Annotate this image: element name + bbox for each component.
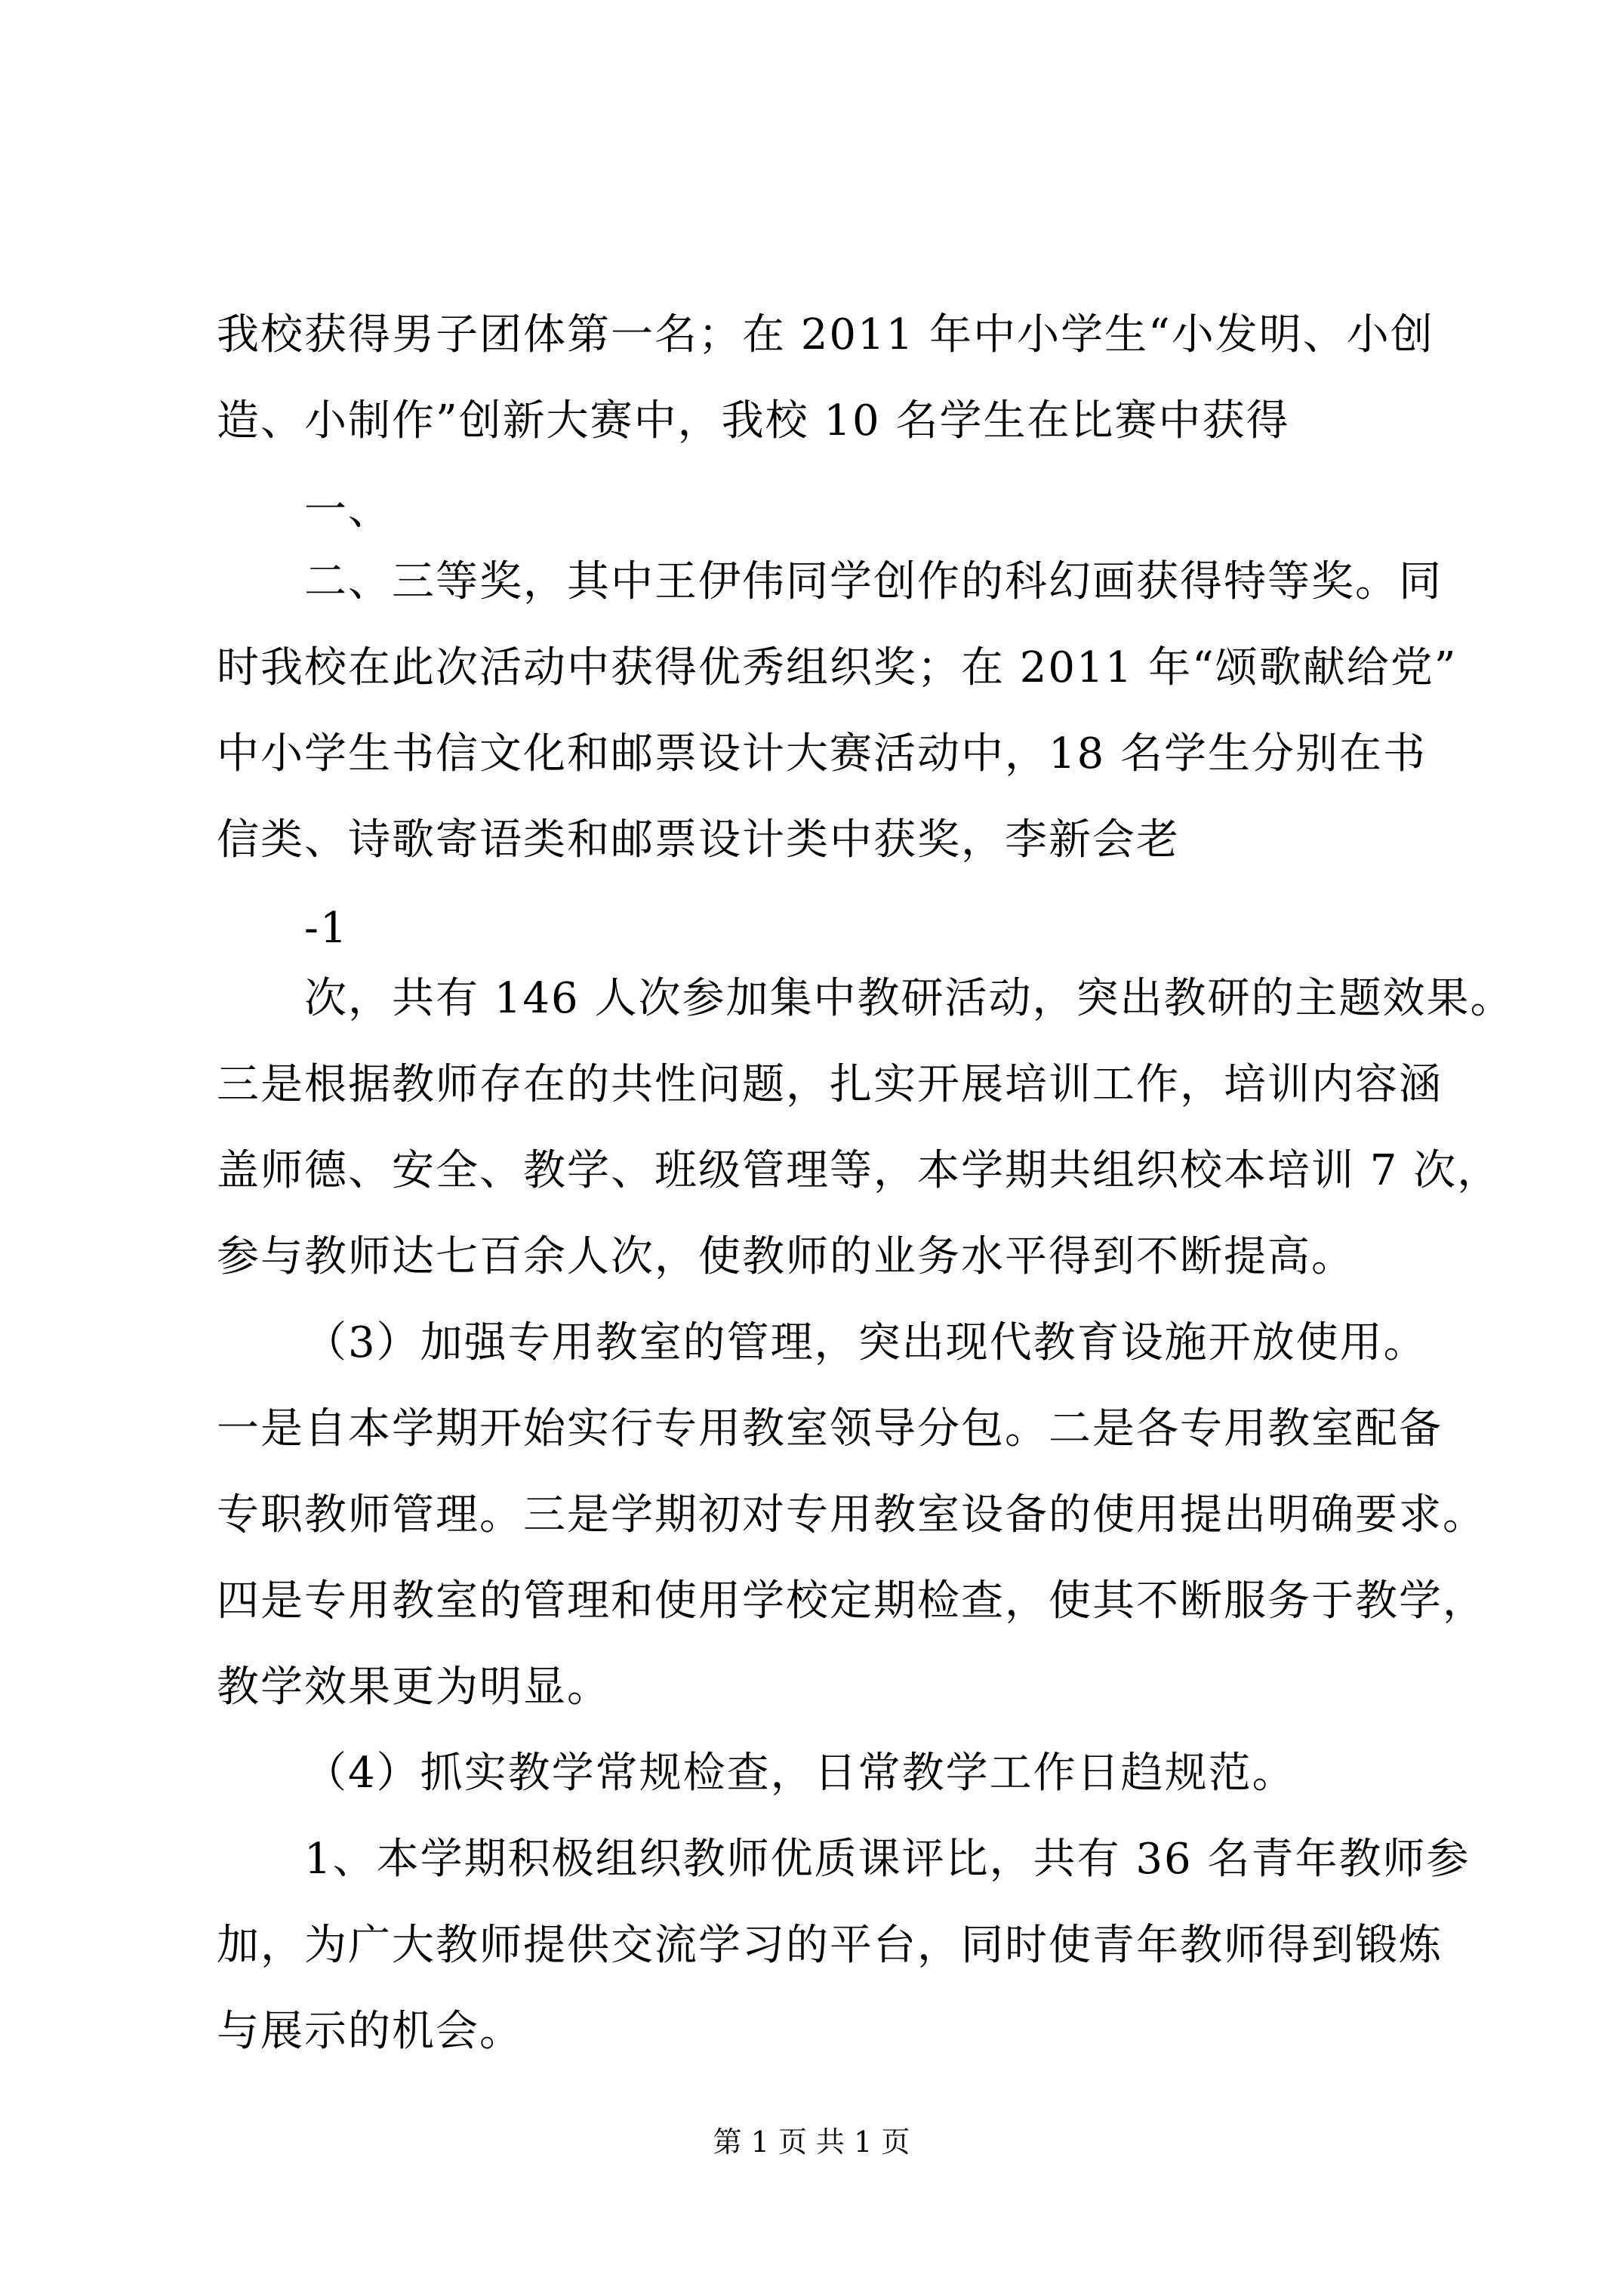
text-line-8: -1 [304, 904, 349, 953]
text-line-18: （4）抓实教学常规检查，日常教学工作日趋规范。 [304, 1749, 1296, 1798]
text-line-17: 教学效果更为明显。 [217, 1663, 611, 1712]
text-line-3: 一、 [304, 485, 392, 535]
text-line-10: 三是根据教师存在的共性问题，扎实开展培训工作，培训内容涵 [217, 1060, 1443, 1109]
text-line-14: 一是自本学期开始实行专用教室领导分包。二是各专用教室配备 [217, 1404, 1443, 1453]
text-line-4: 二、三等奖，其中王伊伟同学创作的科幻画获得特等奖。同 [304, 557, 1443, 606]
text-line-2: 造、小制作”创新大赛中，我校 10 名学生在比赛中获得 [217, 396, 1290, 445]
text-line-5: 时我校在此次活动中获得优秀组织奖；在 2011 年“颂歌献给党” [217, 643, 1458, 692]
text-line-1: 我校获得男子团体第一名；在 2011 年中小学生“小发明、小创 [217, 310, 1434, 359]
text-line-6: 中小学生书信文化和邮票设计大赛活动中，18 名学生分别在书 [217, 729, 1427, 778]
text-line-12: 参与教师达七百余人次，使教师的业务水平得到不断提高。 [217, 1232, 1355, 1281]
text-line-15: 专职教师管理。三是学期初对专用教室设备的使用提出明确要求。 [217, 1490, 1486, 1539]
text-line-21: 与展示的机会。 [217, 2007, 523, 2056]
page-footer: 第 1 页 共 1 页 [713, 2125, 910, 2159]
text-line-11: 盖师德、安全、教学、班级管理等，本学期共组织校本培训 7 次， [217, 1146, 1501, 1195]
text-line-16: 四是专用教室的管理和使用学校定期检查，使其不断服务于教学， [217, 1576, 1486, 1626]
text-line-13: （3）加强专用教室的管理，突出现代教育设施开放使用。 [304, 1318, 1427, 1367]
text-line-19: 1、本学期积极组织教师优质课评比，共有 36 名青年教师参 [304, 1835, 1471, 1884]
text-line-7: 信类、诗歌寄语类和邮票设计类中获奖，李新会老 [217, 815, 1180, 864]
text-line-9: 次，共有 146 人次参加集中教研活动，突出教研的主题效果。 [304, 974, 1514, 1023]
text-line-20: 加，为广大教师提供交流学习的平台，同时使青年教师得到锻炼 [217, 1921, 1443, 1970]
